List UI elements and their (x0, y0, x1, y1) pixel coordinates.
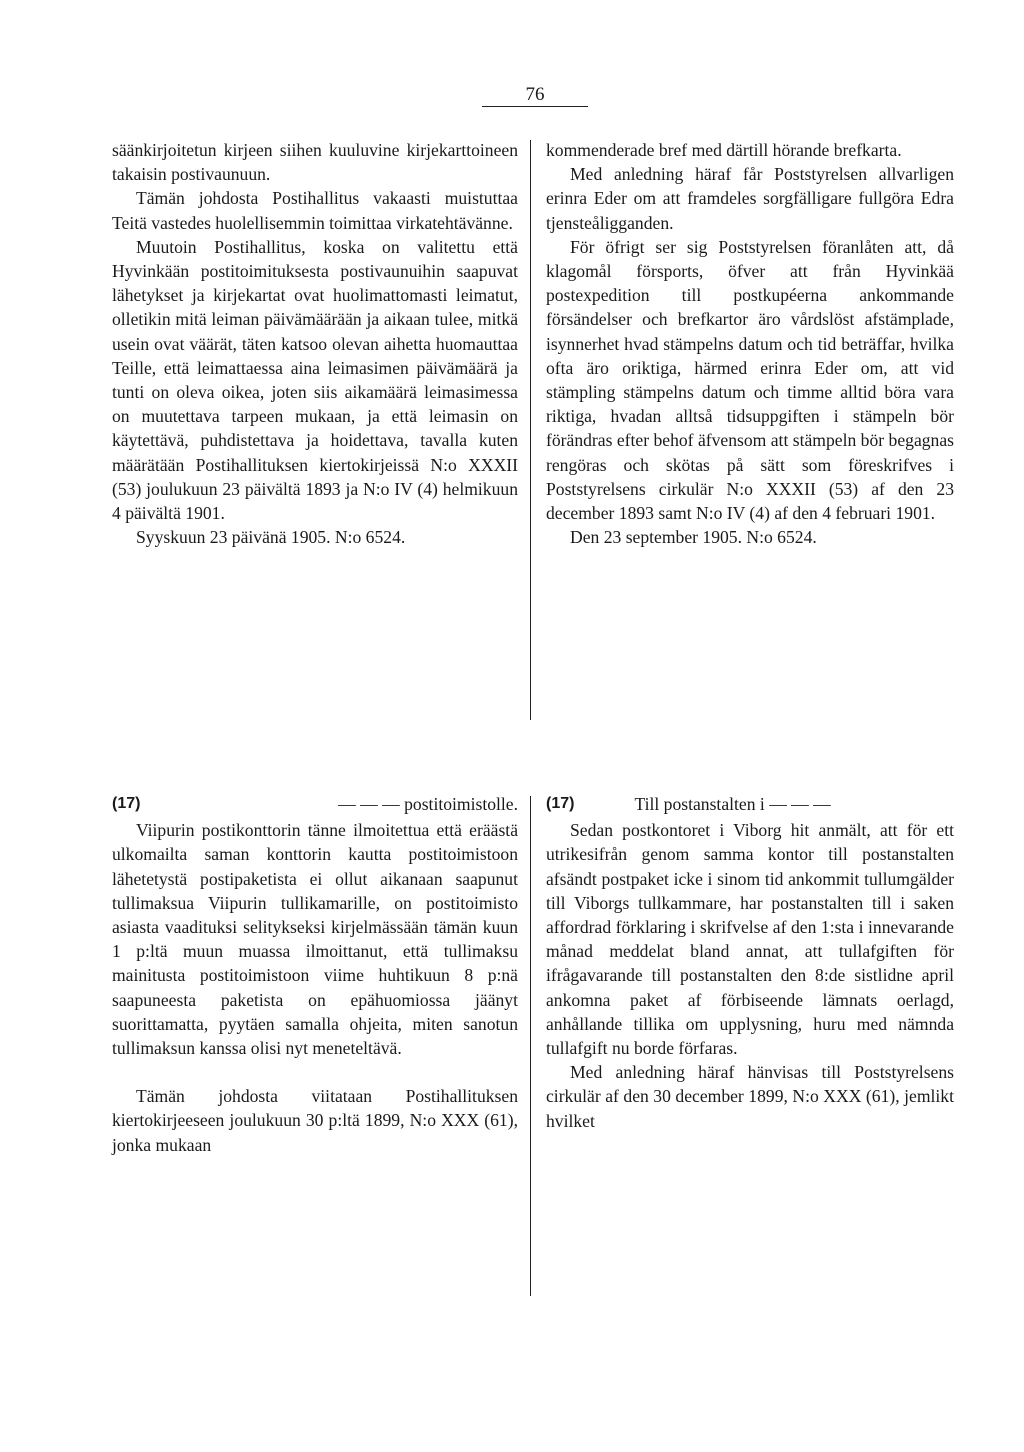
top-finnish-paragraph-2: Tämän johdosta Postihallitus vakaasti muistuttaa Teitä vastedes huolellisemmin toimittaa virkatehtävänne. (112, 188, 518, 233)
section-heading: — — — postitoimistolle. (338, 794, 518, 814)
bottom-swedish-paragraph-1: Sedan postkontoret i Viborg hit anmält, att för ett utrikesifrån genom samma kontor till postanstalten afsändt postpaket icke i sinom tid ankommit tullumgälder till Viborgs tullkammare, har postanstalten till i saken affordrad förklaring i skrifvelse af den 1:sta i innevarande månad meddelat bland annat, att tullafgiften för ifrågavarande till postanstalten den 8:de sistlidne april ankomna paket af förbiseende lämnats oerlagd, anhållande tillika om upplysning, huru med nämnda tullafgift nu borde förfaras. (546, 820, 954, 1059)
top-swedish-paragraph-3: För öfrigt ser sig Poststyrelsen föranlåten att, då klagomål försports, öfver att från Hyvinkää postexpedition till postkupéerna ankommande försändelser och brefkartor äro vårdslöst afstämplade, isynnerhet hvad stämpelns datum och tid beträffar, hvilka ofta äro oriktiga, härmed erinra Eder om, att vid stämpling stämpelns datum och timme alltid böra vara riktiga, hvadan alltså tidsuppgiften i stämpeln bör förändras efter behof äfvensom att stämpeln bör begagnas rengöras och skötas på sätt som föreskrifves i Poststyrelsens cirkulär N:o XXXII (53) af den 23 december 1893 samt N:o IV (4) af den 4 februari 1901. (546, 236, 954, 524)
top-swedish-date-line: Den 23 september 1905. N:o 6524. (570, 527, 817, 548)
bottom-finnish-column (112, 792, 518, 1157)
top-finnish-column (112, 138, 518, 549)
bottom-swedish-column (546, 792, 954, 1133)
section-heading: Till postanstalten i — — — (634, 794, 831, 814)
top-swedish-column (546, 138, 954, 549)
column-divider-bottom (530, 796, 531, 1296)
page-number: 76 (482, 84, 588, 107)
bottom-swedish-header (546, 792, 954, 816)
bottom-finnish-paragraph-2: Tämän johdosta viitataan Postihallituksen kiertokirjeeseen joulukuun 30 p:ltä 1899, N:o XXX (61), jonka mukaan (112, 1086, 518, 1155)
section-number: (17) (546, 795, 575, 812)
top-swedish-paragraph-2: Med anledning häraf får Poststyrelsen allvarligen erinra Eder om att framdeles sorgfälligare fullgöra Edra tjensteåligganden. (546, 164, 954, 233)
bottom-swedish-paragraph-2: Med anledning häraf hänvisas till Poststyrelsens cirkulär af den 30 december 1899, N:o XXX (61), jemlikt hvilket (546, 1062, 954, 1131)
top-finnish-paragraph-3: Muutoin Postihallitus, koska on valitettu että Hyvinkään postitoimituksesta postivaunuihin saapuvat lähetykset ja kirjekartat ovat huolimattomasti leimatut, olletikin mitä leiman päivämäärään ja aikaan tulee, mitkä usein ovat väärät, täten katsoo olevan aihetta huomauttaa Teille, että leimattaessa aina leimasimen päivämäärä ja tunti on oleva oikea, joten siis aikamäärä leimasimessa on muutettava tarpeen mukaan, ja että leimasin on käytettävä, puhdistettava ja hoidettava, tavalla kuten määrätään Postihallituksen kiertokirjeissä N:o XXXII (53) joulukuun 23 päivältä 1893 ja N:o IV (4) helmikuun 4 päivältä 1901. (112, 236, 518, 524)
column-divider-top (530, 140, 531, 720)
bottom-finnish-header (112, 792, 518, 816)
top-finnish-date-line: Syyskuun 23 päivänä 1905. N:o 6524. (136, 527, 406, 548)
section-number: (17) (112, 795, 141, 812)
top-swedish-paragraph-1: kommenderade bref med därtill hörande brefkarta. (546, 140, 902, 160)
top-finnish-paragraph-1: säänkirjoitetun kirjeen siihen kuuluvine kirjekarttoineen takaisin postivaunuun. (112, 140, 518, 185)
bottom-finnish-paragraph-1: Viipurin postikonttorin tänne ilmoitettua että eräästä ulkomailta saman konttorin kautta postitoimistoon lähetetystä postipaketista ei ollut aikanaan saapunut tullimaksua Viipurin tullikamarille, on postitoimisto asiasta vaadituksi selitykseksi kirjelmässään tämän kuun 1 p:ltä muun muassa ilmoittanut, että tullimaksu mainitusta postitoimistoon viime huhtikuun 8 p:nä saapuneesta paketista on epähuomiossa jäänyt suorittamatta, pyytäen samalla ohjeita, miten sanotun tullimaksun kanssa olisi nyt meneteltävä. (112, 820, 518, 1059)
